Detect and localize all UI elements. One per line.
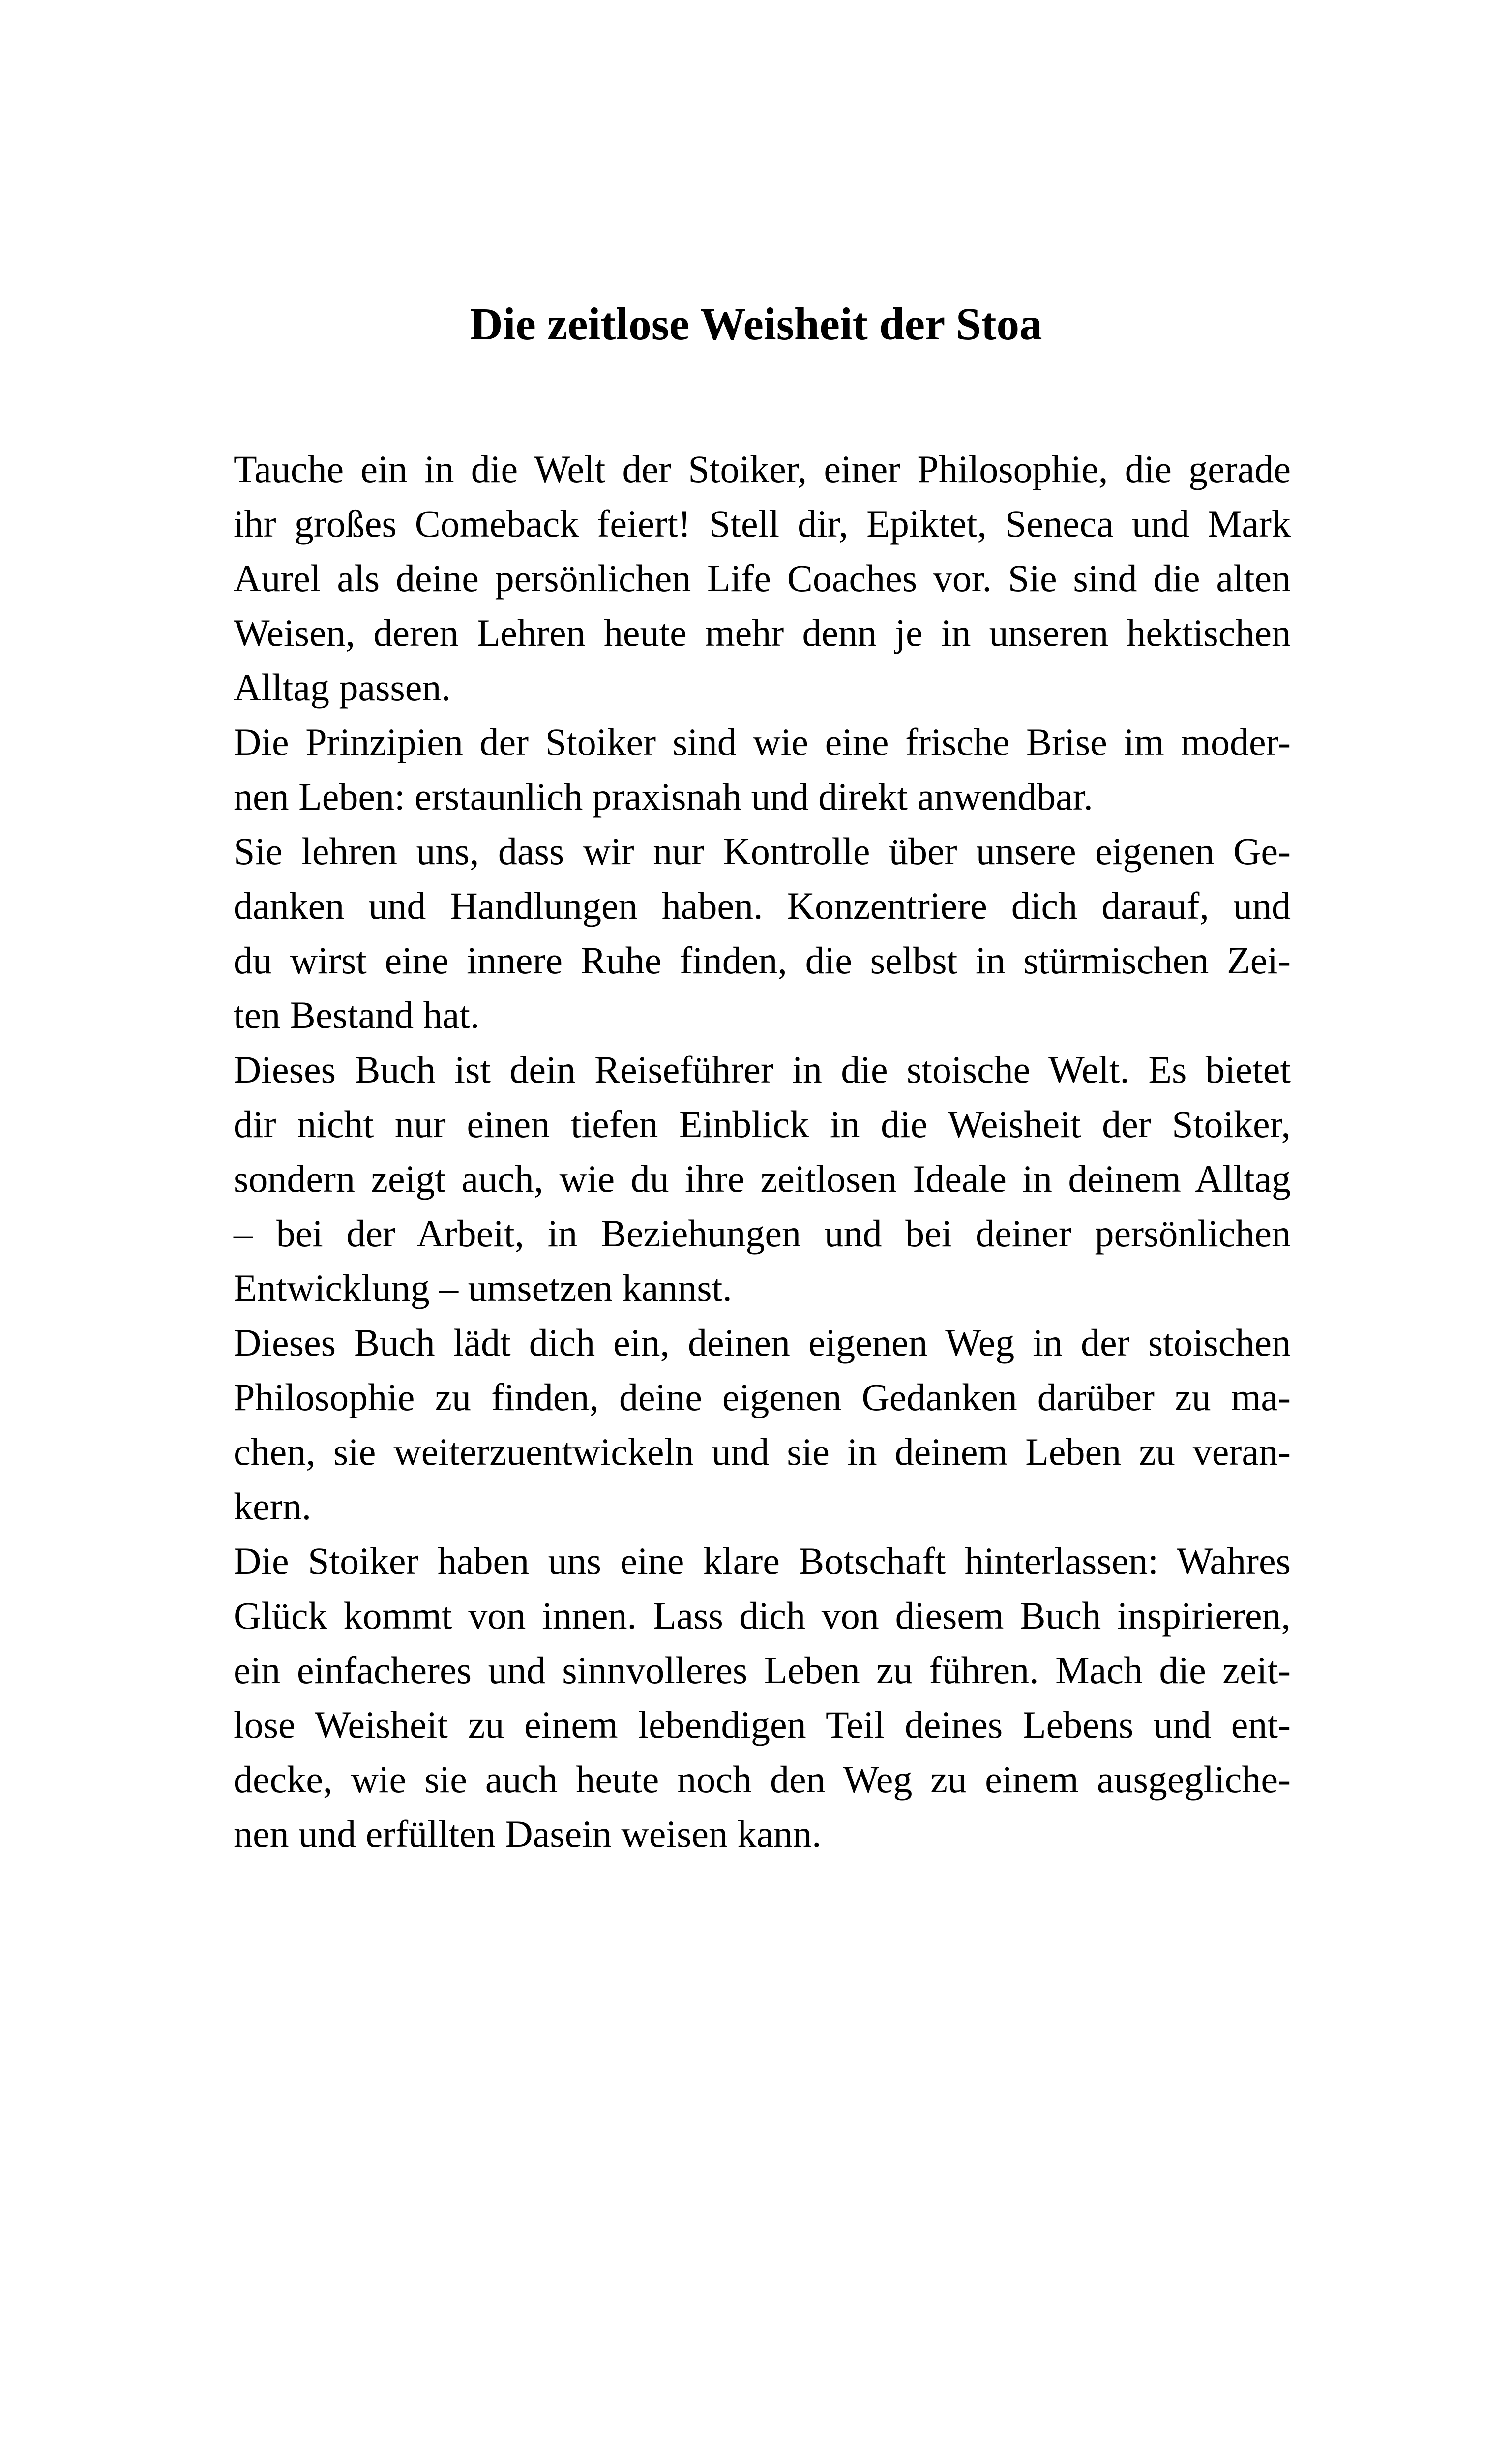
text-line: sondern zeigt auch, wie du ihre zeitlosen Ideale in deinem Alltag [234,1157,1291,1200]
text-line: lose Weisheit zu einem lebendigen Teil deines Lebens und ent- [234,1703,1291,1746]
text-line: kern. [234,1485,312,1528]
text-line: ihr großes Comeback feiert! Stell dir, Epiktet, Seneca und Mark [234,502,1291,545]
text-line: Weisen, deren Lehren heute mehr denn je in unseren hektischen [234,611,1291,654]
text-line: nen und erfüllten Dasein weisen kann. [234,1812,822,1855]
text-line: Die Stoiker haben uns eine klare Botschaft hinterlassen: Wahres [234,1539,1291,1582]
text-line: ein einfacheres und sinnvolleres Leben zu führen. Mach die zeit- [234,1649,1291,1691]
paragraph-message [234,1534,1291,1861]
text-line: Alltag passen. [234,666,451,709]
text-line: Entwicklung – umsetzen kannst. [234,1267,732,1309]
page-title: Die zeitlose Weisheit der Stoa [470,299,1042,350]
text-line: – bei der Arbeit, in Beziehungen und bei deiner persönlichen [234,1212,1291,1255]
body-text [234,442,1291,1861]
text-line: Aurel als deine persönlichen Life Coaches vor. Sie sind die alten [234,557,1291,600]
paragraph-intro [234,442,1291,715]
text-line: Tauche ein in die Welt der Stoiker, einer Philosophie, die gerade [234,448,1291,490]
text-line: Glück kommt von innen. Lass dich von diesem Buch inspirieren, [234,1594,1291,1637]
text-line: Sie lehren uns, dass wir nur Kontrolle über unsere eigenen Ge- [234,830,1291,873]
text-line: Dieses Buch ist dein Reiseführer in die stoische Welt. Es bietet [234,1048,1291,1091]
text-line: decke, wie sie auch heute noch den Weg zu einem ausgegliche- [234,1758,1291,1801]
text-line: Die Prinzipien der Stoiker sind wie eine frische Brise im moder- [234,721,1291,763]
text-line: chen, sie weiterzuentwickeln und sie in deinem Leben zu veran- [234,1430,1291,1473]
text-line: nen Leben: erstaunlich praxisnah und direkt anwendbar. [234,775,1093,818]
paragraph-principles [234,715,1291,824]
paragraph-travel-guide [234,1042,1291,1315]
text-line: Dieses Buch lädt dich ein, deinen eigenen Weg in der stoischen [234,1321,1291,1364]
text-line: ten Bestand hat. [234,994,480,1036]
paragraph-control [234,824,1291,1042]
text-line: dir nicht nur einen tiefen Einblick in die Weisheit der Stoiker, [234,1103,1291,1146]
paragraph-invitation [234,1315,1291,1534]
text-line: Philosophie zu finden, deine eigenen Gedanken darüber zu ma- [234,1376,1291,1418]
text-line: du wirst eine innere Ruhe finden, die selbst in stürmischen Zei- [234,939,1291,982]
text-line: danken und Handlungen haben. Konzentriere dich darauf, und [234,884,1291,927]
